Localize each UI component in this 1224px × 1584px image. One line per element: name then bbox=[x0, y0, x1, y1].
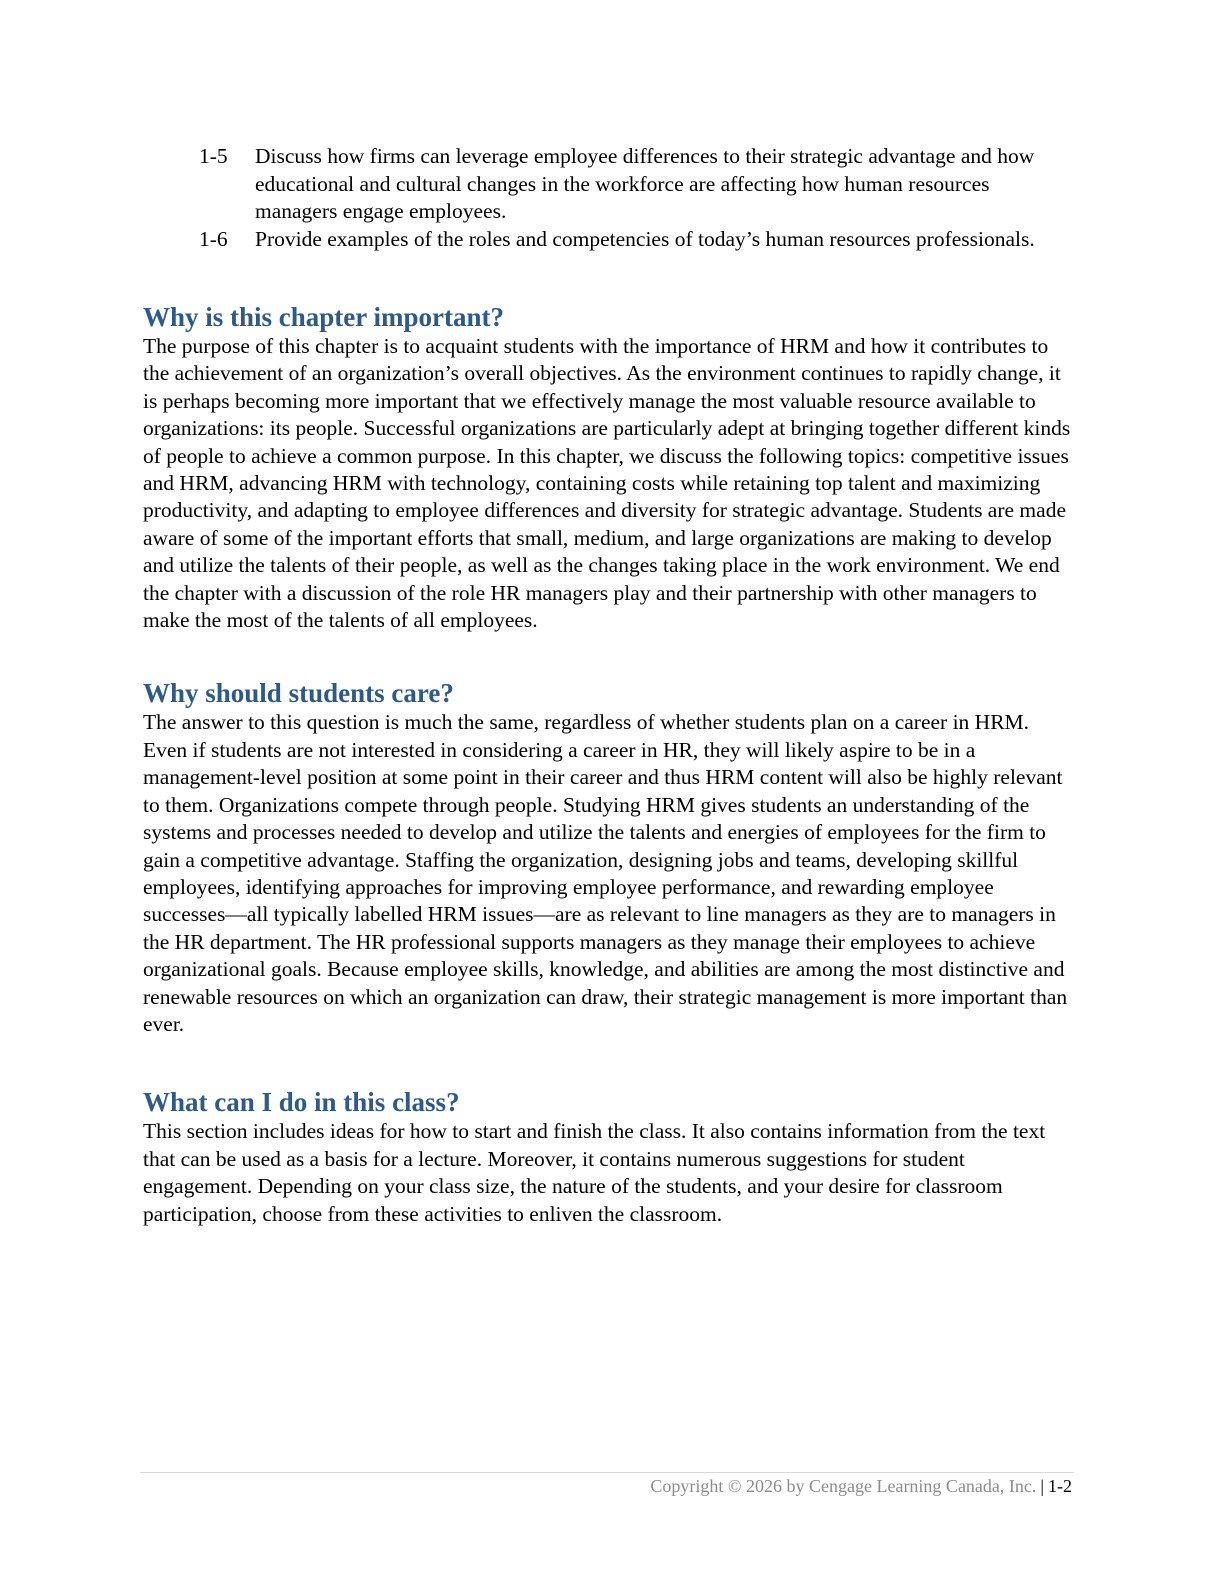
objective-number: 1-6 bbox=[199, 226, 228, 251]
learning-objective bbox=[199, 226, 1083, 254]
section-why-care bbox=[143, 677, 1083, 1038]
page-footer bbox=[650, 1476, 1072, 1497]
objective-number: 1-5 bbox=[199, 144, 228, 168]
section-heading: Why should students care? bbox=[143, 678, 454, 709]
section-body: The answer to this question is much the same, regardless of whether students plan on a career in HRM. Even if students are not interested in considering a career in HR, they will likely aspire to be in a management-level position at some point in their career and thus HRM content will also be highly relevant to them. Organizations compete through people. Studying HRM gives students an understanding of the systems and processes needed to develop and utilize the talents and energies of employees for the firm to gain a competitive advantage. Staffing the organization, designing jobs and teams, developing skillful employees, identifying approaches for improving employee performance, and rewarding employee successes—all typically labelled HRM issues—are as relevant to line managers as they are to managers in the HR department. The HR professional supports managers as they manage their employees to achieve organizational goals. Because employee skills, knowledge, and abilities are among the most distinctive and renewable resources on which an organization can draw, their strategic management is more important than ever. bbox=[143, 710, 1068, 1036]
section-body: The purpose of this chapter is to acquaint students with the importance of HRM and how it contributes to the achievement of an organization’s overall objectives. As the environment continues to rapidly change, it is perhaps becoming more important that we effectively manage the most valuable resource available to organizations: its people. Successful organizations are particularly adept at bringing together different kinds of people to achieve a common purpose. In this chapter, we discuss the following topics: competitive issues and HRM, advancing HRM with technology, containing costs while retaining top talent and maximizing productivity, and adapting to employee differences and diversity for strategic advantage. Students are made aware of some of the important efforts that small, medium, and large organizations are making to develop and utilize the talents of their people, as well as the changes taking place in the work environment. We end the chapter with a discussion of the role HR managers play and their partnership with other managers to make the most of the talents of all employees. bbox=[143, 334, 1071, 633]
page-number: 1-2 bbox=[1048, 1476, 1072, 1496]
section-heading: What can I do in this class? bbox=[143, 1087, 460, 1118]
learning-objective bbox=[199, 143, 1083, 226]
objective-text: Provide examples of the roles and competencies of today’s human resources professionals. bbox=[255, 226, 1035, 251]
copyright-notice: Copyright © 2026 by Cengage Learning Canada, Inc. bbox=[650, 1476, 1037, 1496]
section-what-can-i-do bbox=[143, 1086, 1083, 1228]
learning-objectives-list bbox=[199, 143, 1083, 253]
objective-text: Discuss how firms can leverage employee differences to their strategic advantage and how educational and cultural changes in the workforce are affecting how human resources managers engage employees. bbox=[255, 144, 1035, 223]
page-content bbox=[143, 143, 1083, 1228]
section-why-important bbox=[143, 301, 1083, 634]
footer-divider bbox=[140, 1472, 1074, 1473]
footer-separator: | bbox=[1040, 1476, 1044, 1496]
section-heading: Why is this chapter important? bbox=[143, 302, 505, 332]
section-body: This section includes ideas for how to start and finish the class. It also contains information from the text that can be used as a basis for a lecture. Moreover, it contains numerous suggestions for student engagement. Depending on your class size, the nature of the students, and your desire for classroom participation, choose from these activities to enliven the classroom. bbox=[143, 1119, 1046, 1226]
